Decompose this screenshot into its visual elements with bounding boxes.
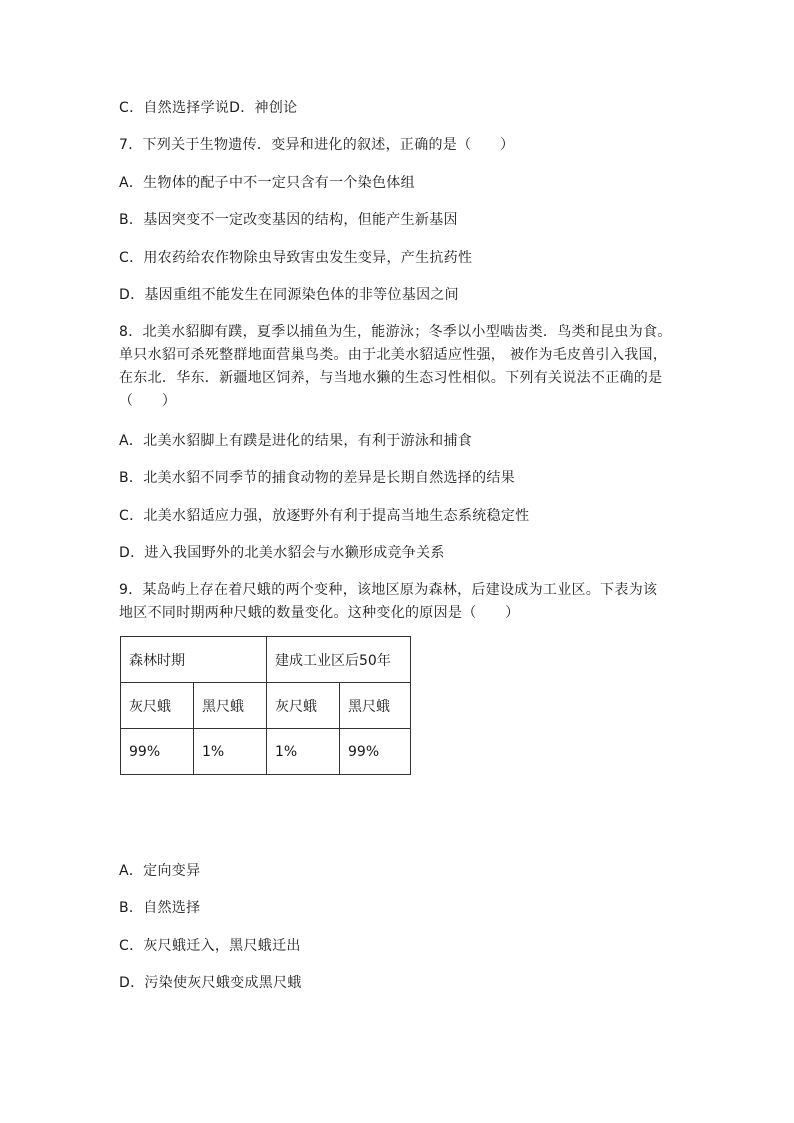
table-cell: 1% xyxy=(267,729,340,775)
table-subheader-cell: 黑尺蛾 xyxy=(194,683,267,729)
table-cell: 1% xyxy=(194,729,267,775)
q9-option-a: A．定向变异 xyxy=(119,863,201,879)
q9-option-b: B．自然选择 xyxy=(119,900,201,916)
q9-stem-line: 9．某岛屿上存在着尺蛾的两个变种，该地区原为森林，后建设成为工业区。下表为该 xyxy=(119,582,658,598)
table-subheader-cell: 灰尺蛾 xyxy=(267,683,340,729)
table-header-cell: 森林时期 xyxy=(121,637,267,683)
q9-option-c: C．灰尺蛾迁入，黑尺蛾迁出 xyxy=(119,938,301,954)
q7-option-d: D．基因重组不能发生在同源染色体的非等位基因之间 xyxy=(119,287,459,303)
q8-option-c: C．北美水貂适应力强，放逐野外有利于提高当地生态系统稳定性 xyxy=(119,508,530,524)
q8-option-a: A．北美水貂脚上有蹼是进化的结果，有利于游泳和捕食 xyxy=(119,433,473,449)
q9-stem xyxy=(119,579,679,625)
table-subheader-cell: 灰尺蛾 xyxy=(121,683,194,729)
q7-option-c: C．用农药给农作物除虫导致害虫发生变异，产生抗药性 xyxy=(119,250,473,266)
table-subheader-cell: 黑尺蛾 xyxy=(340,683,411,729)
q9-option-d: D．污染使灰尺蛾变成黑尺蛾 xyxy=(119,975,302,991)
table-cell: 99% xyxy=(121,729,194,775)
q8-stem-line: （ ） xyxy=(119,393,177,409)
q8-stem xyxy=(119,321,679,413)
q7-option-a: A．生物体的配子中不一定只含有一个染色体组 xyxy=(119,175,415,191)
table-cell: 99% xyxy=(340,729,411,775)
table-row xyxy=(121,637,411,683)
table-row xyxy=(121,683,411,729)
q8-stem-line: 单只水貂可杀死整群地面营巢鸟类。由于北美水貂适应性强， 被作为毛皮兽引入我国， xyxy=(119,347,668,363)
q9-stem-line: 地区不同时期两种尺蛾的数量变化。这种变化的原因是（ ） xyxy=(119,605,520,621)
q6-option-cd: C．自然选择学说D．神创论 xyxy=(119,100,298,116)
q7-option-b: B．基因突变不一定改变基因的结构，但能产生新基因 xyxy=(119,212,458,228)
q8-option-d: D．进入我国野外的北美水貂会与水獭形成竞争关系 xyxy=(119,545,445,561)
q8-option-b: B．北美水貂不同季节的捕食动物的差异是长期自然选择的结果 xyxy=(119,470,516,486)
table-header-cell: 建成工业区后50年 xyxy=(267,637,411,683)
table-row xyxy=(121,729,411,775)
q7-stem: 7．下列关于生物遗传．变异和进化的叙述，正确的是（ ） xyxy=(119,137,515,153)
q8-stem-line: 在东北．华东．新疆地区饲养，与当地水獭的生态习性相似。下列有关说法不正确的是 xyxy=(119,370,663,386)
q8-stem-line: 8．北美水貂脚有蹼，夏季以捕鱼为生，能游泳；冬季以小型啮齿类．鸟类和昆虫为食。 xyxy=(119,324,672,340)
moth-population-table xyxy=(120,636,411,775)
